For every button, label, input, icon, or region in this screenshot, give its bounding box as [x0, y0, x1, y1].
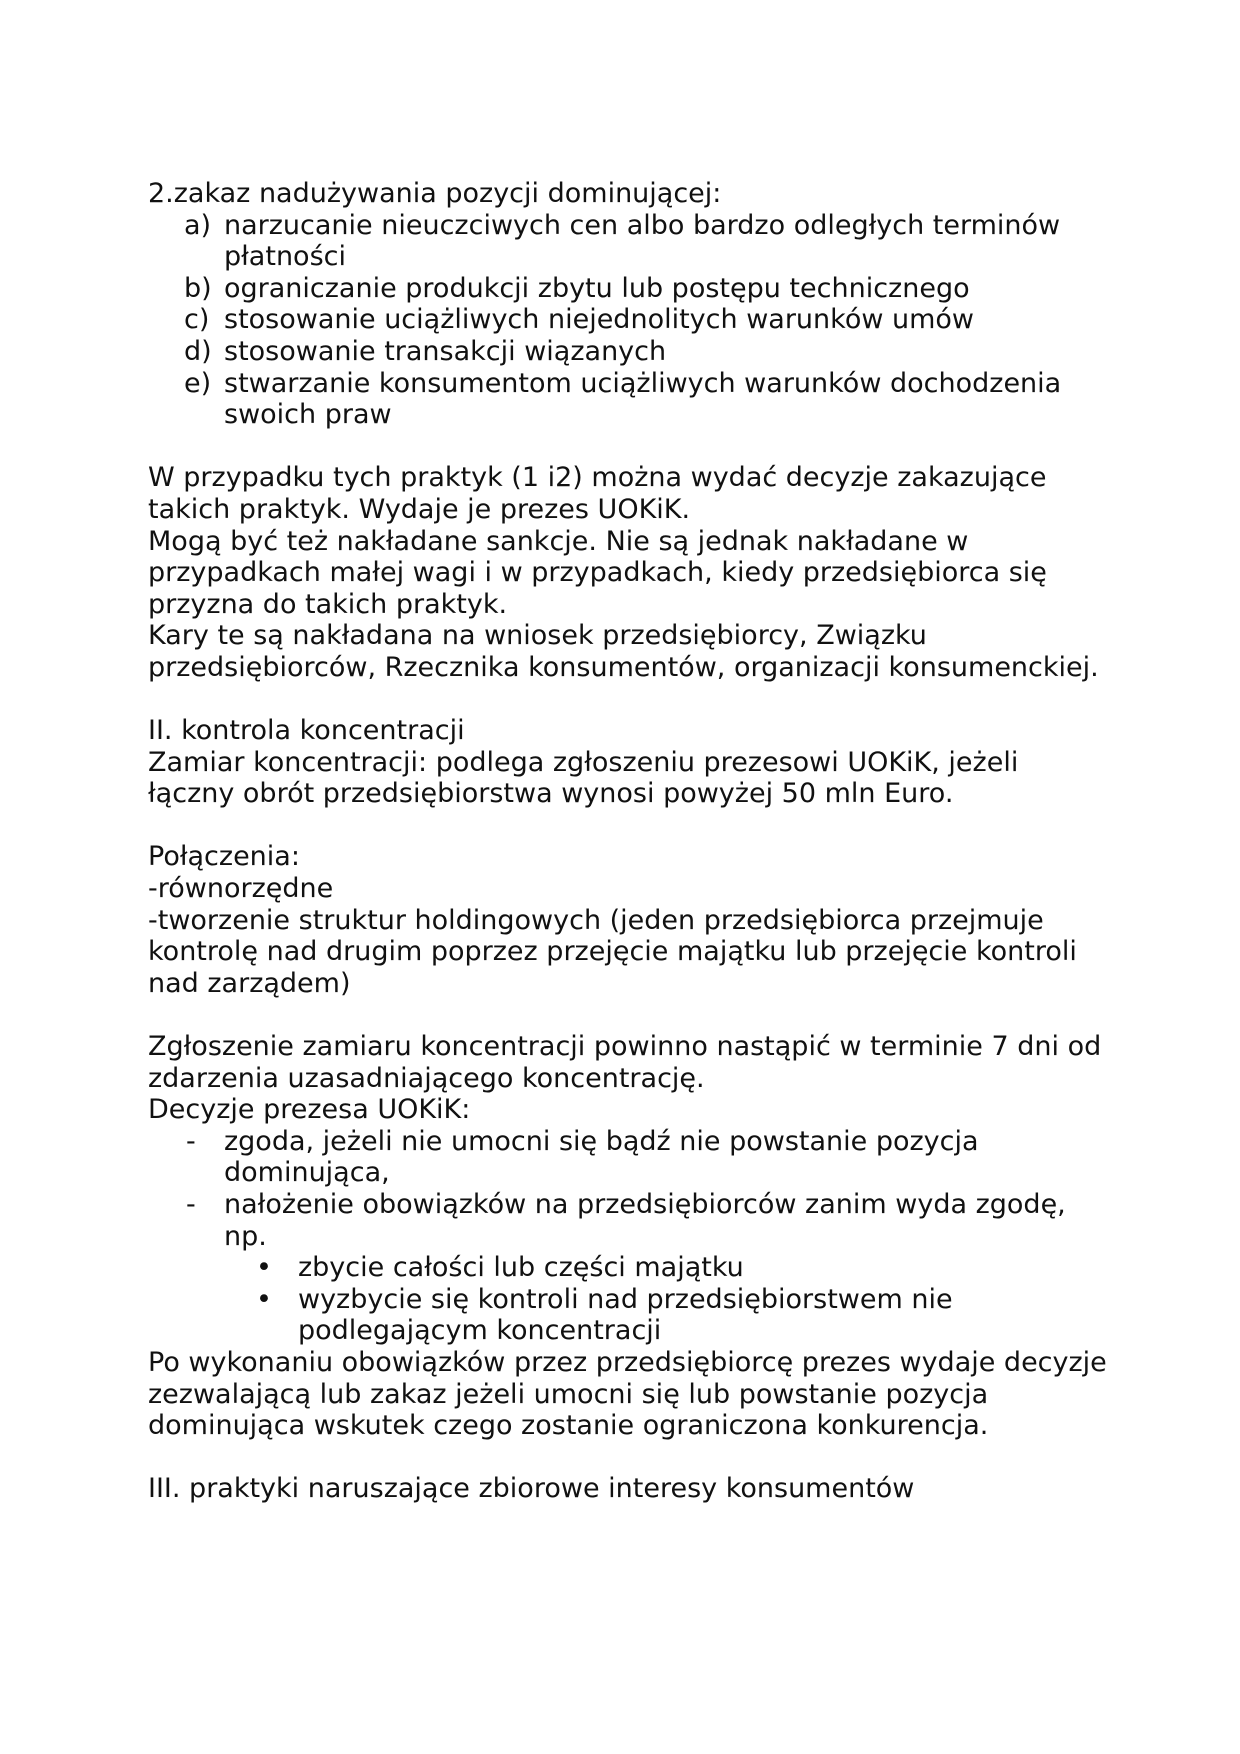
list-item	[148, 368, 1108, 431]
list-item-text: ograniczanie produkcji zbytu lub postępu technicznego	[224, 272, 970, 304]
list-item-text: stwarzanie konsumentom uciążliwych warunków dochodzenia swoich praw	[224, 367, 1062, 431]
paragraph: Po wykonaniu obowiązków przez przedsiębiorcę prezes wydaje decyzje zezwalającą lub zakaz jeżeli umocni się lub powstanie pozycja dominująca wskutek czego zostanie ograniczona konkurencja.	[148, 1346, 1107, 1442]
paragraph: Kary te są nakładana na wniosek przedsiębiorcy, Związku przedsiębiorców, Rzecznika konsumentów, organizacji konsumenckiej.	[148, 620, 1099, 683]
list-item-text: zbycie całości lub części majątku	[298, 1252, 744, 1284]
list-item-text: zgoda, jeżeli nie umocni się bądź nie powstanie pozycja dominująca,	[224, 1125, 979, 1189]
paragraph: W przypadku tych praktyk (1 i2) można wydać decyzje zakazujące takich praktyk. Wydaje je prezes UOKiK.	[148, 462, 1047, 525]
polaczenia-heading: Połączenia:	[148, 841, 300, 873]
section-ii-heading: II. kontrola koncentracji	[148, 715, 465, 747]
list-item	[148, 336, 1108, 368]
list-item-text: stosowanie uciążliwych niejednolitych warunków umów	[224, 304, 975, 336]
list-item-text: nałożenie obowiązków na przedsiębiorców zanim wyda zgodę, np.	[224, 1189, 1066, 1252]
paragraph: Zamiar koncentracji: podlega zgłoszeniu prezesowi UOKiK, jeżeli łączny obrót przedsiębiorstwa wynosi powyżej 50 mln Euro.	[148, 746, 1019, 810]
list-item-text: narzucanie nieuczciwych cen albo bardzo odległych terminów płatności	[224, 209, 1061, 273]
list-item-text: wyzbycie się kontroli nad przedsiębiorstwem nie podlegającym koncentracji	[298, 1283, 953, 1347]
list-marker: -	[186, 1125, 196, 1157]
spacer	[148, 999, 1108, 1031]
decisions-list	[148, 1126, 1108, 1252]
spacer	[148, 684, 1108, 716]
paragraph: -tworzenie struktur holdingowych (jeden przedsiębiorca przejmuje kontrolę nad drugim poprzez przejęcie majątku lub przejęcie kontroli nad zarządem)	[148, 904, 1077, 999]
spacer	[148, 1442, 1108, 1474]
list-item	[148, 304, 1108, 336]
abuse-list	[148, 210, 1108, 431]
list-marker: -	[186, 1189, 196, 1220]
decyzje-heading: Decyzje prezesa UOKiK:	[148, 1094, 471, 1126]
list-item-text: stosowanie transakcji wiązanych	[224, 335, 667, 367]
bullet-icon: •	[256, 1252, 272, 1284]
list-marker: d)	[184, 335, 212, 367]
paragraph: -równorzędne	[148, 873, 334, 905]
section-iii-heading: III. praktyki naruszające zbiorowe interesy konsumentów	[148, 1473, 915, 1505]
list-marker: b)	[184, 272, 212, 304]
list-marker: c)	[184, 304, 210, 336]
obligations-list	[148, 1252, 1108, 1347]
list-item	[148, 273, 1108, 305]
list-item	[148, 1252, 1108, 1284]
bullet-icon: •	[256, 1283, 272, 1315]
list-marker: a)	[184, 209, 212, 241]
list-item	[148, 210, 1108, 273]
spacer	[148, 810, 1108, 842]
section-2-heading: 2.zakaz nadużywania pozycji dominującej:	[148, 178, 722, 209]
list-item	[148, 1189, 1108, 1252]
list-item	[148, 1284, 1108, 1347]
document-page	[148, 178, 1108, 1505]
paragraph: Zgłoszenie zamiaru koncentracji powinno nastąpić w terminie 7 dni od zdarzenia uzasadniającego koncentrację.	[148, 1031, 1102, 1094]
list-marker: e)	[184, 367, 212, 399]
paragraph: Mogą być też nakładane sankcje. Nie są jednak nakładane w przypadkach małej wagi i w przypadkach, kiedy przedsiębiorca się przyzna do takich praktyk.	[148, 525, 1047, 620]
list-item	[148, 1126, 1108, 1189]
spacer	[148, 431, 1108, 463]
